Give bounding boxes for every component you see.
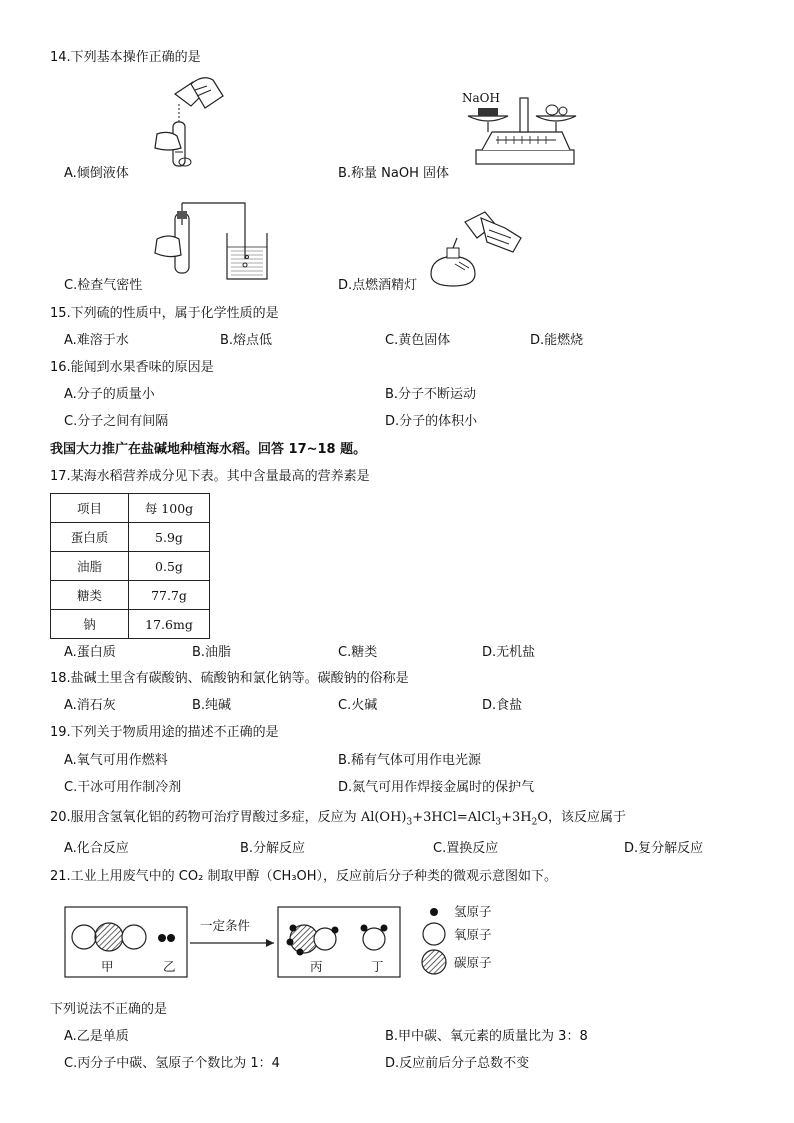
- figure-alcohol-lamp: [425, 208, 525, 292]
- eq-part: +3HCl=AlCl: [412, 810, 496, 825]
- table-row: [51, 581, 210, 610]
- table-row: [51, 523, 210, 552]
- q15-stem: 15.下列硫的性质中，属于化学性质的是: [50, 306, 279, 321]
- q15-option-a: A.难溶于水: [64, 333, 129, 348]
- figure-pouring-liquid: [135, 72, 235, 172]
- q20-stem: [50, 810, 626, 831]
- q20-option-b: B.分解反应: [240, 841, 306, 856]
- q16-stem: 16.能闻到水果香味的原因是: [50, 360, 214, 375]
- q17-stem: 17.某海水稻营养成分见下表。其中含量最高的营养素是: [50, 469, 370, 484]
- q15-option-d: D.能燃烧: [530, 333, 584, 348]
- eq-subscript: 3: [406, 817, 413, 828]
- q14-option-c: C.检查气密性: [64, 278, 143, 293]
- q19-option-a: A.氧气可用作燃料: [64, 753, 168, 768]
- table-header-cell: 项目: [51, 494, 129, 523]
- eq-subscript: 3: [495, 817, 502, 828]
- q21-option-b: B.甲中碳、氧元素的质量比为 3：8: [385, 1029, 588, 1044]
- q17-option-c: C.糖类: [338, 645, 378, 660]
- legend-hydrogen: 氢原子: [454, 904, 492, 919]
- q20-stem-post: ，该反应属于: [548, 810, 627, 825]
- q18-option-d: D.食盐: [482, 698, 523, 713]
- q17-option-d: D.无机盐: [482, 645, 536, 660]
- molecule-label-ding: 丁: [371, 959, 384, 974]
- q21-option-c: C.丙分子中碳、氢原子个数比为 1：4: [64, 1056, 280, 1071]
- table-cell: 5.9g: [129, 523, 210, 552]
- q19-option-c: C.干冰可用作制冷剂: [64, 780, 182, 795]
- molecule-label-jia: 甲: [101, 959, 114, 974]
- figure-airtightness-check: [155, 195, 275, 285]
- table-cell: 钠: [51, 610, 129, 639]
- intro-17-18: 我国大力推广在盐碱地种植海水稻。回答 17~18 题。: [50, 442, 367, 457]
- q18-option-a: A.消石灰: [64, 698, 116, 713]
- q19-option-d: D.氮气可用作焊接金属时的保护气: [338, 780, 535, 795]
- table-cell: 77.7g: [129, 581, 210, 610]
- q21-option-a: A.乙是单质: [64, 1029, 129, 1044]
- q18-stem: 18.盐碱土里含有碳酸钠、硫酸钠和氯化钠等。碳酸钠的俗称是: [50, 671, 409, 686]
- eq-part: O: [537, 810, 549, 825]
- q20-option-c: C.置换反应: [433, 841, 499, 856]
- molecule-diagram: [64, 896, 514, 986]
- balance-naoh-label: NaOH: [462, 91, 500, 105]
- table-cell: 糖类: [51, 581, 129, 610]
- reaction-condition-label: 一定条件: [200, 918, 251, 933]
- q20-equation: [360, 810, 549, 828]
- molecule-label-bing: 丙: [310, 959, 323, 974]
- table-header-row: [51, 494, 210, 523]
- q19-option-b: B.稀有气体可用作电光源: [338, 753, 482, 768]
- eq-subscript: 2: [531, 817, 538, 828]
- legend-carbon: 碳原子: [454, 955, 492, 970]
- q20-option-a: A.化合反应: [64, 841, 129, 856]
- q16-option-c: C.分子之间有间隔: [64, 414, 169, 429]
- q20-option-d: D.复分解反应: [624, 841, 704, 856]
- table-row: [51, 610, 210, 639]
- q21-sub-stem: 下列说法不正确的是: [50, 1002, 168, 1017]
- q16-option-d: D.分子的体积小: [385, 414, 478, 429]
- eq-part: +3H: [501, 810, 532, 825]
- legend-oxygen: 氧原子: [454, 927, 492, 942]
- table-cell: 蛋白质: [51, 523, 129, 552]
- q18-option-c: C.火碱: [338, 698, 378, 713]
- q21-stem: 21.工业上用废气中的 CO₂ 制取甲醇（CH₃OH），反应前后分子种类的微观示意图如下。: [50, 869, 558, 884]
- table-row: [51, 552, 210, 581]
- q17-option-a: A.蛋白质: [64, 645, 116, 660]
- molecule-label-yi: 乙: [163, 959, 176, 974]
- table-cell: 油脂: [51, 552, 129, 581]
- q15-option-c: C.黄色固体: [385, 333, 451, 348]
- q18-option-b: B.纯碱: [192, 698, 232, 713]
- q15-option-b: B.熔点低: [220, 333, 273, 348]
- table-header-cell: 每 100g: [129, 494, 210, 523]
- q14-option-b: B.称量 NaOH 固体: [338, 166, 450, 181]
- q14-option-a: A.倾倒液体: [64, 166, 129, 181]
- q21-option-d: D.反应前后分子总数不变: [385, 1056, 530, 1071]
- q14-option-d: D.点燃酒精灯: [338, 278, 418, 293]
- q20-stem-pre: 20.服用含氢氧化铝的药物可治疗胃酸过多症，反应为: [50, 810, 361, 825]
- q16-option-b: B.分子不断运动: [385, 387, 477, 402]
- nutrition-table: [50, 493, 210, 639]
- table-cell: 17.6mg: [129, 610, 210, 639]
- q14-stem: 14.下列基本操作正确的是: [50, 50, 201, 65]
- q17-option-b: B.油脂: [192, 645, 232, 660]
- q16-option-a: A.分子的质量小: [64, 387, 155, 402]
- q19-stem: 19.下列关于物质用途的描述不正确的是: [50, 725, 279, 740]
- eq-part: Al(OH): [360, 810, 407, 825]
- table-cell: 0.5g: [129, 552, 210, 581]
